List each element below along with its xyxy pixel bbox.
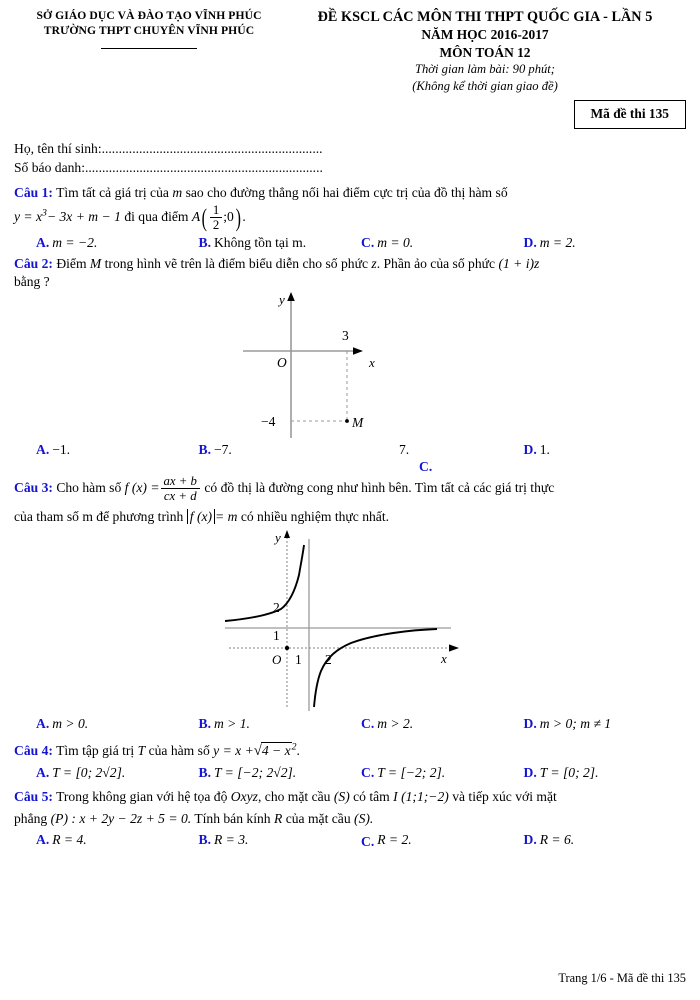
answer-option-a[interactable] xyxy=(36,235,199,251)
answer-letter: B. xyxy=(198,832,211,847)
question-5-part7: của mặt cầu xyxy=(285,810,351,826)
question-4-answers xyxy=(14,765,686,781)
answer-letter: A. xyxy=(36,716,50,732)
hyperbola-branch-left xyxy=(225,545,304,621)
question-2-answers xyxy=(14,442,686,475)
answer-letter: B. xyxy=(198,764,211,780)
origin-marker xyxy=(285,646,289,650)
page-footer xyxy=(0,971,686,986)
answer-value: T = [−2; 2√2]. xyxy=(213,764,297,780)
answer-value: R = 3. xyxy=(213,832,249,847)
question-4-label: Câu 4: xyxy=(14,743,53,759)
question-3-part1: Cho hàm số xyxy=(56,479,122,495)
question-1-part1: Tìm tất cả giá trị của xyxy=(56,184,169,200)
candidate-name-field[interactable] xyxy=(14,139,700,158)
answer-value: m > 1. xyxy=(213,716,250,732)
complex-plane-svg xyxy=(235,290,465,440)
question-5-sphere: (S) xyxy=(333,788,350,804)
exam-code-box: Mã đề thi 135 xyxy=(574,100,686,129)
question-1-point-name: A xyxy=(191,208,201,224)
answer-letter: A. xyxy=(36,764,50,780)
question-2-var-M: M xyxy=(89,255,102,271)
footer-text: Trang 1/6 - Mã đề thi 135 xyxy=(558,971,686,985)
question-3-part2: có đồ thị là đường cong như hình bên. Tìm tất cả các giá trị thực xyxy=(204,479,555,495)
answer-letter: C. xyxy=(419,459,433,475)
answer-value: m = −2. xyxy=(52,234,98,250)
question-5-label: Câu 5: xyxy=(14,788,53,804)
answer-value: R = 6. xyxy=(539,832,575,847)
exam-code-wrap xyxy=(0,94,700,129)
question-1-label: Câu 1: xyxy=(14,184,53,200)
answer-value: Không tồn tại m. xyxy=(213,234,307,250)
answer-letter: A. xyxy=(36,832,50,847)
question-1-formula-rest: − 3x + m − 1 xyxy=(46,208,121,224)
answer-option-b[interactable] xyxy=(199,832,362,850)
question-3-text xyxy=(14,474,686,504)
question-5-part3: có tâm xyxy=(353,788,390,804)
answer-letter: D. xyxy=(523,442,537,458)
question-3-text-line2 xyxy=(14,504,686,530)
fraction-denominator: 2 xyxy=(210,217,222,232)
question-3-part4: có nhiều nghiệm thực nhất. xyxy=(240,508,390,524)
right-paren-icon: ) xyxy=(235,203,241,233)
left-paren-icon: ( xyxy=(201,203,208,233)
question-4 xyxy=(14,740,686,780)
question-1-formula-y: y = x xyxy=(14,208,43,224)
answer-value: T = [0; 2]. xyxy=(539,764,599,780)
question-2-part3: . Phần ảo của số phức xyxy=(376,255,496,271)
question-5 xyxy=(14,787,686,851)
answer-value: R = 2. xyxy=(377,832,412,847)
hyperbola-branch-right xyxy=(314,629,437,707)
question-2-var-z: z xyxy=(371,255,377,271)
question-3-part3: của tham số m để phương trình xyxy=(14,508,184,524)
question-2-label: Câu 2: xyxy=(14,255,53,271)
question-4-var-T: T xyxy=(137,743,146,759)
answer-letter: C. xyxy=(361,764,375,780)
question-5-coord-system: Oxyz xyxy=(230,788,258,804)
department-name: SỞ GIÁO DỤC VÀ ĐÀO TẠO VĨNH PHÚC xyxy=(36,9,262,22)
answer-letter: D. xyxy=(523,832,537,847)
x-tick-1-label: 1 xyxy=(295,652,302,668)
candidate-id-label: Số báo danh: xyxy=(14,160,85,176)
origin-label: O xyxy=(277,355,287,371)
question-1-exponent: 3 xyxy=(42,207,47,219)
answer-letter: A. xyxy=(36,234,50,250)
answer-option-b[interactable] xyxy=(199,716,362,732)
answer-letter: C. xyxy=(361,234,375,250)
question-5-plane: (P) : x + 2y − 2z + 5 = 0. xyxy=(50,810,192,826)
question-4-sqrt-exponent: 2 xyxy=(291,741,297,753)
hyperbola-figure xyxy=(14,529,686,714)
y-axis-arrow-icon xyxy=(287,292,295,301)
answer-option-d[interactable] xyxy=(524,235,687,251)
question-1-fraction xyxy=(210,203,222,233)
question-1-part2: sao cho đường thẳng nối hai điểm cực trị của đồ thị hàm số xyxy=(185,184,508,200)
answer-option-d[interactable] xyxy=(524,442,687,458)
question-2-text xyxy=(14,254,686,274)
question-1-answers xyxy=(14,235,686,251)
answer-option-a[interactable] xyxy=(36,442,199,458)
question-5-text-line2 xyxy=(14,807,686,830)
header-divider xyxy=(101,48,197,49)
answer-value: R = 4. xyxy=(52,832,87,847)
question-2-part1: Điểm xyxy=(56,255,87,271)
answer-option-a[interactable] xyxy=(36,716,199,732)
hyperbola-svg xyxy=(225,529,475,714)
answer-value: T = [0; 2√2]. xyxy=(52,764,126,780)
answer-value: −7. xyxy=(213,442,232,458)
question-3-answers xyxy=(14,716,686,732)
fraction-numerator: ax + b xyxy=(163,474,197,489)
question-2-expression: (1 + i)z xyxy=(498,255,540,271)
question-4-formula-prefix: y = x + xyxy=(213,743,254,759)
question-3-label: Câu 3: xyxy=(14,479,53,495)
answer-option-c[interactable] xyxy=(361,765,524,781)
question-4-part2: của hàm số xyxy=(148,743,210,759)
answer-option-b[interactable] xyxy=(199,442,362,458)
answer-option-d[interactable] xyxy=(524,832,687,850)
answer-value: T = [−2; 2]. xyxy=(377,764,446,780)
question-4-sqrt-body: 4 − x xyxy=(261,743,291,759)
answer-option-c[interactable] xyxy=(361,716,524,732)
y-axis-label: y xyxy=(279,292,285,308)
answer-value: m = 0. xyxy=(377,234,414,250)
question-2-part2: trong hình vẽ trên là điểm biểu diễn cho số phức xyxy=(104,255,368,271)
complex-plane-figure xyxy=(14,290,686,440)
exam-duration: Thời gian làm bài: 90 phút; xyxy=(414,62,555,77)
question-4-text: Câu 4: Tìm tập giá trị T của hàm số $y = x +√4 - x^2$. xyxy=(14,741,300,760)
answer-option-d[interactable] xyxy=(524,716,687,732)
question-5-text xyxy=(14,787,686,807)
school-year: NĂM HỌC 2016-2017 xyxy=(421,27,549,43)
candidate-name-label: Họ, tên thí sinh: xyxy=(14,141,102,157)
question-1-point-rest: ;0 xyxy=(223,208,234,224)
question-1-var-m: m xyxy=(172,184,183,200)
y-tick-1-label: 1 xyxy=(273,628,280,644)
school-header xyxy=(14,8,284,49)
candidate-name-dots: ................................................................. xyxy=(101,141,323,157)
answer-option-a[interactable] xyxy=(36,832,199,850)
question-5-sphere2: (S). xyxy=(354,810,374,826)
question-5-part5: phẳng xyxy=(14,810,48,826)
answer-option-d[interactable] xyxy=(524,765,687,781)
answer-letter: B. xyxy=(198,716,211,732)
answer-value: 7. xyxy=(399,442,410,458)
answer-option-c[interactable] xyxy=(361,235,524,251)
x-axis-label: x xyxy=(369,355,375,371)
answer-value: −1. xyxy=(52,442,71,458)
answer-letter: B. xyxy=(198,234,211,250)
answer-letter: A. xyxy=(36,442,50,458)
answer-value: m > 2. xyxy=(377,716,414,732)
answer-letter: D. xyxy=(523,716,537,732)
question-5-part2: , cho mặt cầu xyxy=(257,788,331,804)
question-2-part4: bằng ? xyxy=(14,274,50,290)
answer-value: m > 0; m ≠ 1 xyxy=(539,716,612,732)
y-axis-arrow-icon xyxy=(284,530,290,538)
question-3-fraction xyxy=(161,474,200,504)
fraction-numerator: 1 xyxy=(212,203,220,217)
candidate-id-dots: ...................................................................... xyxy=(84,160,323,176)
questions-content xyxy=(0,178,700,850)
origin-label: O xyxy=(272,652,282,668)
y-tick-2-label: 2 xyxy=(273,600,280,616)
question-3-absolute-value: f (x) xyxy=(187,509,215,524)
x-tick-2-label: 2 xyxy=(325,652,332,668)
y-axis-label: y xyxy=(275,530,281,546)
y-tick-minus4-label: −4 xyxy=(261,414,276,430)
question-1 xyxy=(14,183,686,251)
question-1-formula-line: $y = x^3- 3x + m - 1$ đi qua điểm A( $\frac{1}{2}$ ;0) . xyxy=(14,203,246,233)
subject-title: MÔN TOÁN 12 xyxy=(439,44,531,60)
question-5-part1: Trong không gian với hệ tọa độ xyxy=(56,788,228,804)
question-3-function: f (x) = xyxy=(124,479,160,495)
page-header xyxy=(0,0,700,94)
question-1-part3: đi qua điểm xyxy=(124,208,189,224)
answer-letter: C. xyxy=(361,716,375,732)
answer-value: m = 2. xyxy=(539,234,576,250)
answer-letter: D. xyxy=(523,764,537,780)
fraction-denominator: cx + d xyxy=(161,488,200,503)
answer-option-b[interactable] xyxy=(199,765,362,781)
answer-option-b[interactable] xyxy=(199,235,362,251)
question-1-text xyxy=(14,183,686,203)
exam-duration-note: (Không kể thời gian giao đề) xyxy=(412,78,558,93)
sqrt-icon: √ xyxy=(253,743,262,760)
candidate-fields xyxy=(0,129,700,178)
point-M-marker xyxy=(345,419,349,423)
question-4-part1: Tìm tập giá trị xyxy=(56,743,135,759)
question-3 xyxy=(14,474,686,732)
question-5-part6: Tính bán kính xyxy=(194,810,271,826)
candidate-id-field[interactable] xyxy=(14,158,700,177)
answer-value: m > 0. xyxy=(52,716,89,732)
x-axis-label: x xyxy=(441,651,447,667)
school-name: TRƯỜNG THPT CHUYÊN VĨNH PHÚC xyxy=(43,24,255,38)
x-axis-arrow-icon xyxy=(449,645,459,652)
answer-option-c[interactable] xyxy=(361,832,524,850)
question-5-center: I (1;1;−2) xyxy=(393,788,449,804)
x-tick-3-label: 3 xyxy=(342,328,349,344)
point-M-label: M xyxy=(352,415,364,431)
exam-header xyxy=(284,8,686,94)
answer-option-c[interactable] xyxy=(361,442,524,475)
question-5-part4: và tiếp xúc với mặt xyxy=(452,788,557,804)
answer-letter: D. xyxy=(523,234,537,250)
x-axis-arrow-icon xyxy=(353,347,363,355)
answer-letter: C. xyxy=(361,834,375,849)
question-3-equation-rhs: = m xyxy=(215,508,238,524)
question-5-answers xyxy=(14,832,686,850)
question-5-var-R: R xyxy=(274,810,283,826)
exam-title: ĐỀ KSCL CÁC MÔN THI THPT QUỐC GIA - LẦN 5 xyxy=(317,9,653,25)
answer-option-a[interactable] xyxy=(36,765,199,781)
answer-value: 1. xyxy=(539,442,550,458)
question-2 xyxy=(14,254,686,475)
answer-letter: B. xyxy=(198,442,211,458)
